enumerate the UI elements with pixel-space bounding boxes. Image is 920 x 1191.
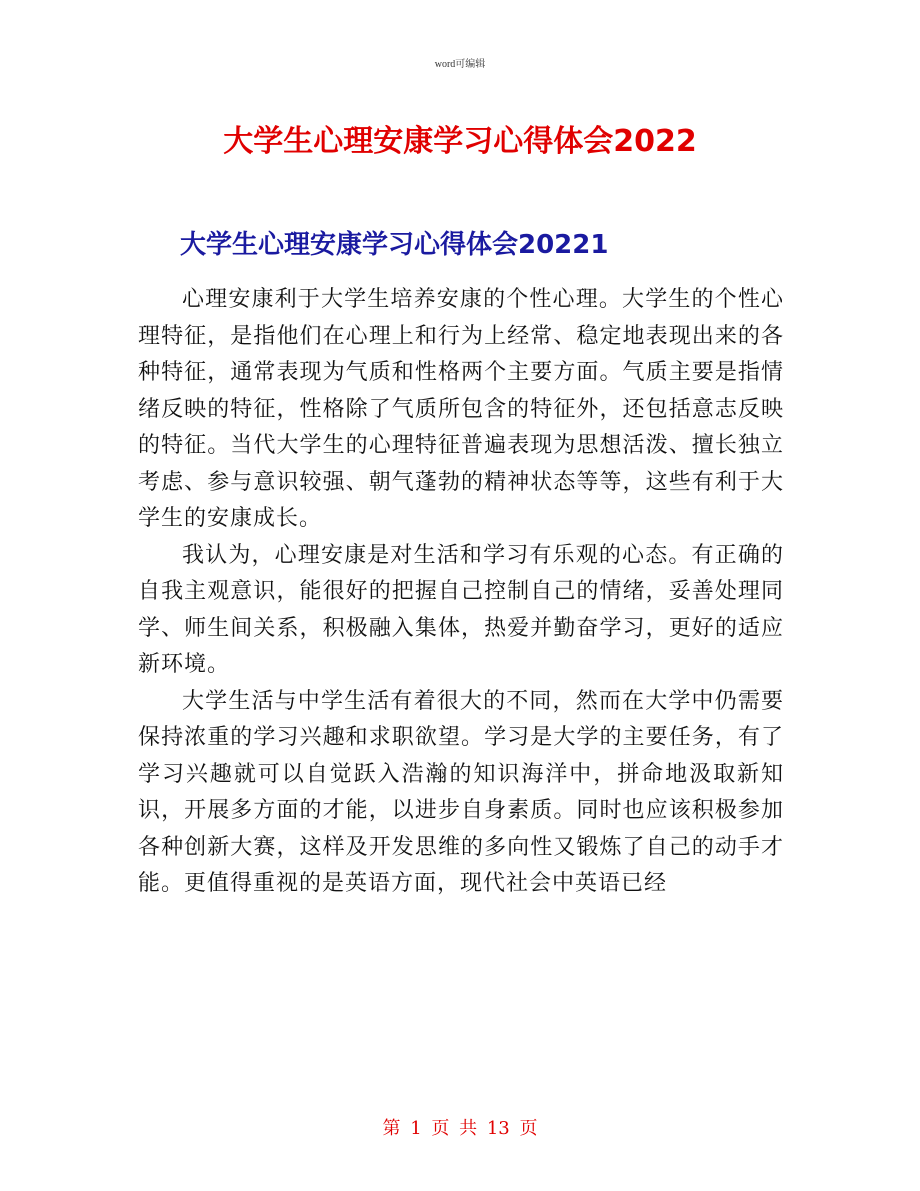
paragraph-1: 心理安康利于大学生培养安康的个性心理。大学生的个性心理特征，是指他们在心理上和行为上经常、稳定地表现出来的各种特征，通常表现为气质和性格两个主要方面。气质主要是指情绪反映的特征，性格除了气质所包含的特征外，还包括意志反映的特征。当代大学生的心理特征普遍表现为思想活泼、擅长独立考虑、参与意识较强、朝气蓬勃的精神状态等等，这些有利于大学生的安康成长。: [138, 287, 784, 531]
header-note: word可编辑: [434, 59, 486, 70]
document-body: [138, 282, 784, 903]
paragraph-2: 我认为，心理安康是对生活和学习有乐观的心态。有正确的自我主观意识，能很好的把握自己控制自己的情绪，妥善处理同学、师生间关系，积极融入集体，热爱并勤奋学习，更好的适应新环境。: [138, 542, 784, 677]
section-heading: 大学生心理安康学习心得体会20221: [180, 230, 609, 260]
paragraph-3: 大学生活与中学生活有着很大的不同，然而在大学中仍需要保持浓重的学习兴趣和求职欲望。学习是大学的主要任务，有了学习兴趣就可以自觉跃入浩瀚的知识海洋中，拼命地汲取新知识，开展多方面的才能，以进步自身素质。同时也应该积极参加各种创新大赛，这样及开发思维的多向性又锻炼了自己的动手才能。更值得重视的是英语方面，现代社会中英语已经: [138, 688, 784, 896]
document-title: 大学生心理安康学习心得体会2022: [223, 124, 697, 159]
page-number-footer: 第 1 页 共 13 页: [382, 1118, 538, 1139]
